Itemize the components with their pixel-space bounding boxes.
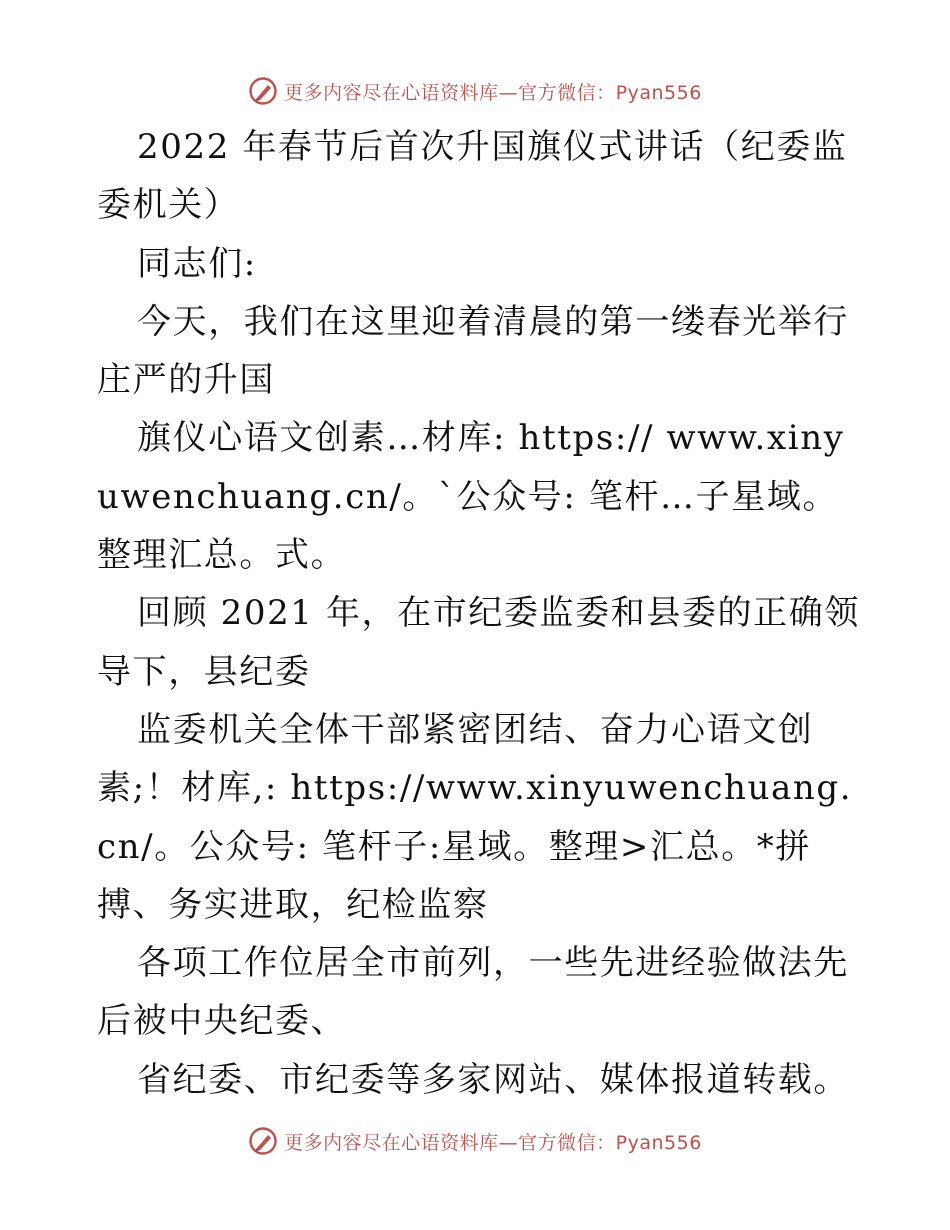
pen-logo-icon: [248, 76, 278, 106]
header-watermark: [0, 71, 950, 111]
paragraph: 旗仪心语文创素…材库: https:// www.xinyuwenchuang.cn/。`公众号: 笔杆…子星域。整理汇总。式。: [97, 418, 845, 576]
pen-logo-icon: [248, 1126, 278, 1156]
document-title: 2022 年春节后首次升国旗仪式讲话（纪委监委机关）: [97, 127, 848, 226]
footer-watermark: [0, 1121, 950, 1161]
document-body: [97, 118, 867, 1109]
paragraph: 省纪委、市纪委等多家网站、媒体报道转载。: [137, 1059, 849, 1100]
watermark-text: 更多内容尽在心语资料库—官方微信：Pyan556: [284, 1131, 702, 1154]
paragraph: 今天，我们在这里迎着清晨的第一缕春光举行庄严的升国: [97, 301, 849, 401]
paragraph: 回顾 2021 年，在市纪委监委和县委的正确领导下，县纪委: [97, 593, 860, 692]
paragraph: 各项工作位居全市前列，一些先进经验做法先后被中央纪委、: [97, 943, 849, 1042]
salutation: 同志们:: [137, 243, 257, 284]
watermark-text: 更多内容尽在心语资料库—官方微信：Pyan556: [284, 81, 702, 104]
paragraph: 监委机关全体干部紧密团结、奋力心语文创素;！材库,: https://www.xinyuwenchuang.cn/。公众号: 笔杆子:星域。整理>汇总。*拼搏、务实进取，纪检监察: [97, 709, 853, 925]
